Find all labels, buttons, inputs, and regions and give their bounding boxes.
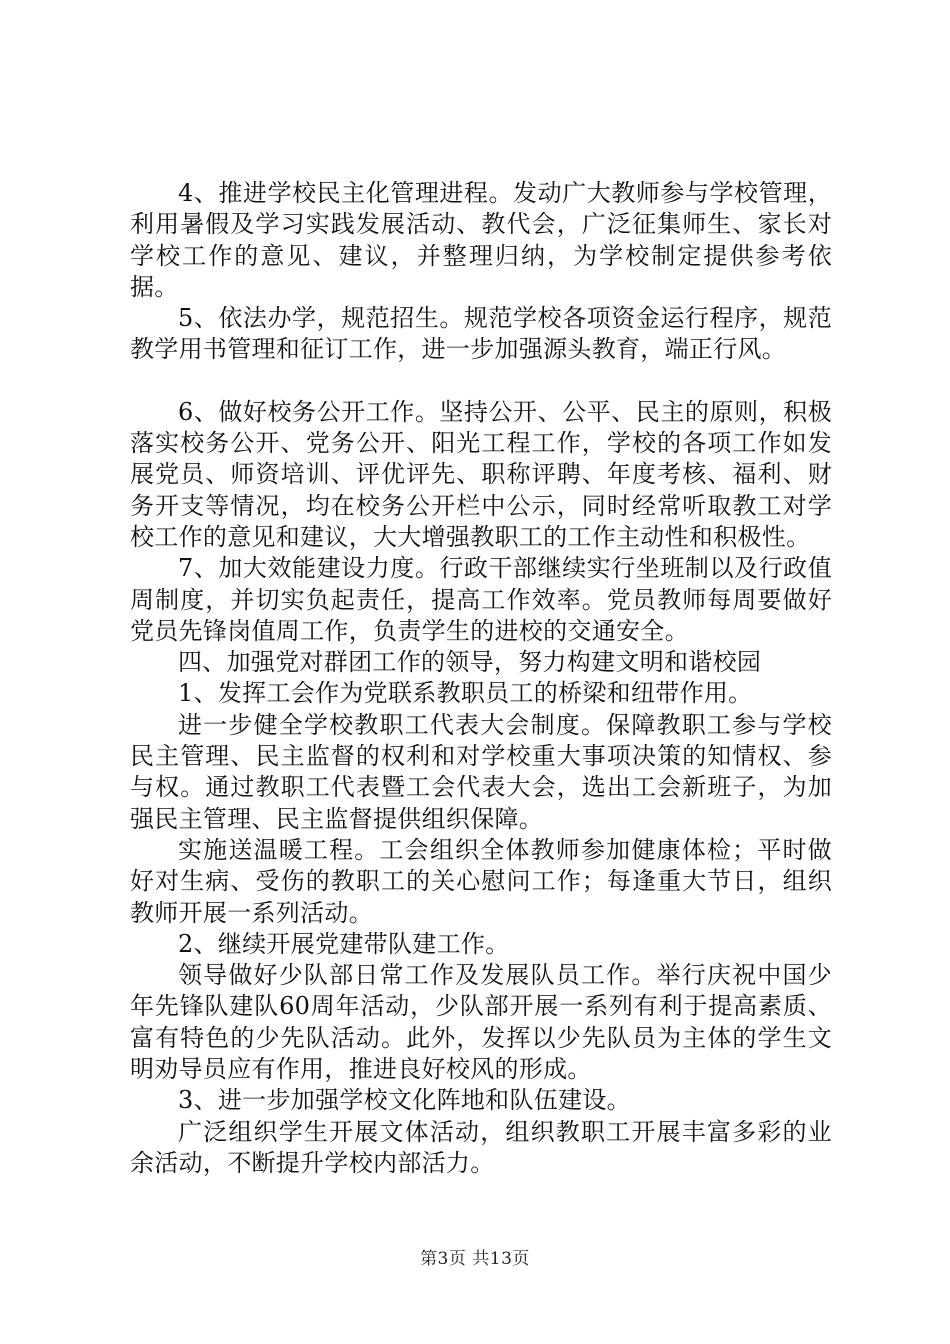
paragraph-gap [130,366,832,397]
paragraph-warmth-project: 实施送温暖工程。工会组织全体教师参加健康体检；平时做好对生病、受伤的教职工的关心慰问工作；每逢重大节日，组织教师开展一系列活动。 [130,835,832,927]
paragraph-item-4: 4、推进学校民主化管理进程。发动广大教师参与学校管理，利用暑假及学习实践发展活动、教代会，广泛征集师生、家长对学校工作的意见、建议，并整理归纳，为学校制定提供参考依据。 [130,179,832,301]
subsection-heading-1: 1、发挥工会作为党联系教职员工的桥梁和纽带作用。 [178,679,753,708]
paragraph-item-6: 6、做好校务公开工作。坚持公开、公平、民主的原则，积极落实校务公开、党务公开、阳光工程工作，学校的各项工作如发展党员、师资培训、评优评先、职称评聘、年度考核、福利、财务开支等情况，均在校务公开栏中公示，同时经常听取教工对学校工作的意见和建议，大大增强教职工的工作主动性和积极性。 [130,397,832,551]
paragraph-item-7: 7、加大效能建设力度。行政干部继续实行坐班制以及行政值周制度，并切实负起责任，提高工作效率。党员教师每周要做好党员先锋岗值周工作，负责学生的进校的交通安全。 [130,554,832,645]
paragraph-young-pioneers: 领导做好少队部日常工作及发展队员工作。举行庆祝中国少年先锋队建队60周年活动，少队部开展一系列有利于提高素质、富有特色的少先队活动。此外，发挥以少先队员为主体的学生文明劝导员应有作用，推进良好校风的形成。 [130,961,832,1084]
page-number-footer: 第3页 共13页 [420,1249,530,1269]
paragraph-activities: 广泛组织学生开展文体活动，组织教职工开展丰富多彩的业余活动，不断提升学校内部活力。 [130,1117,832,1177]
subsection-heading-3: 3、进一步加强学校文化阵地和队伍建设。 [178,1086,631,1115]
document-body [130,178,832,1179]
section-heading-4: 四、加强党对群团工作的领导，努力构建文明和谐校园 [178,648,762,677]
paragraph-union-congress: 进一步健全学校教职工代表大会制度。保障教职工参与学校民主管理、民主监督的权利和对学校重大事项决策的知情权、参与权。通过教职工代表暨工会代表大会，选出工会新班子，为加强民主管理、民主监督提供组织保障。 [130,710,832,833]
subsection-heading-2: 2、继续开展党建带队建工作。 [178,929,510,958]
paragraph-item-5: 5、依法办学，规范招生。规范学校各项资金运行程序，规范教学用书管理和征订工作，进一步加强源头教育，端正行风。 [130,304,832,364]
